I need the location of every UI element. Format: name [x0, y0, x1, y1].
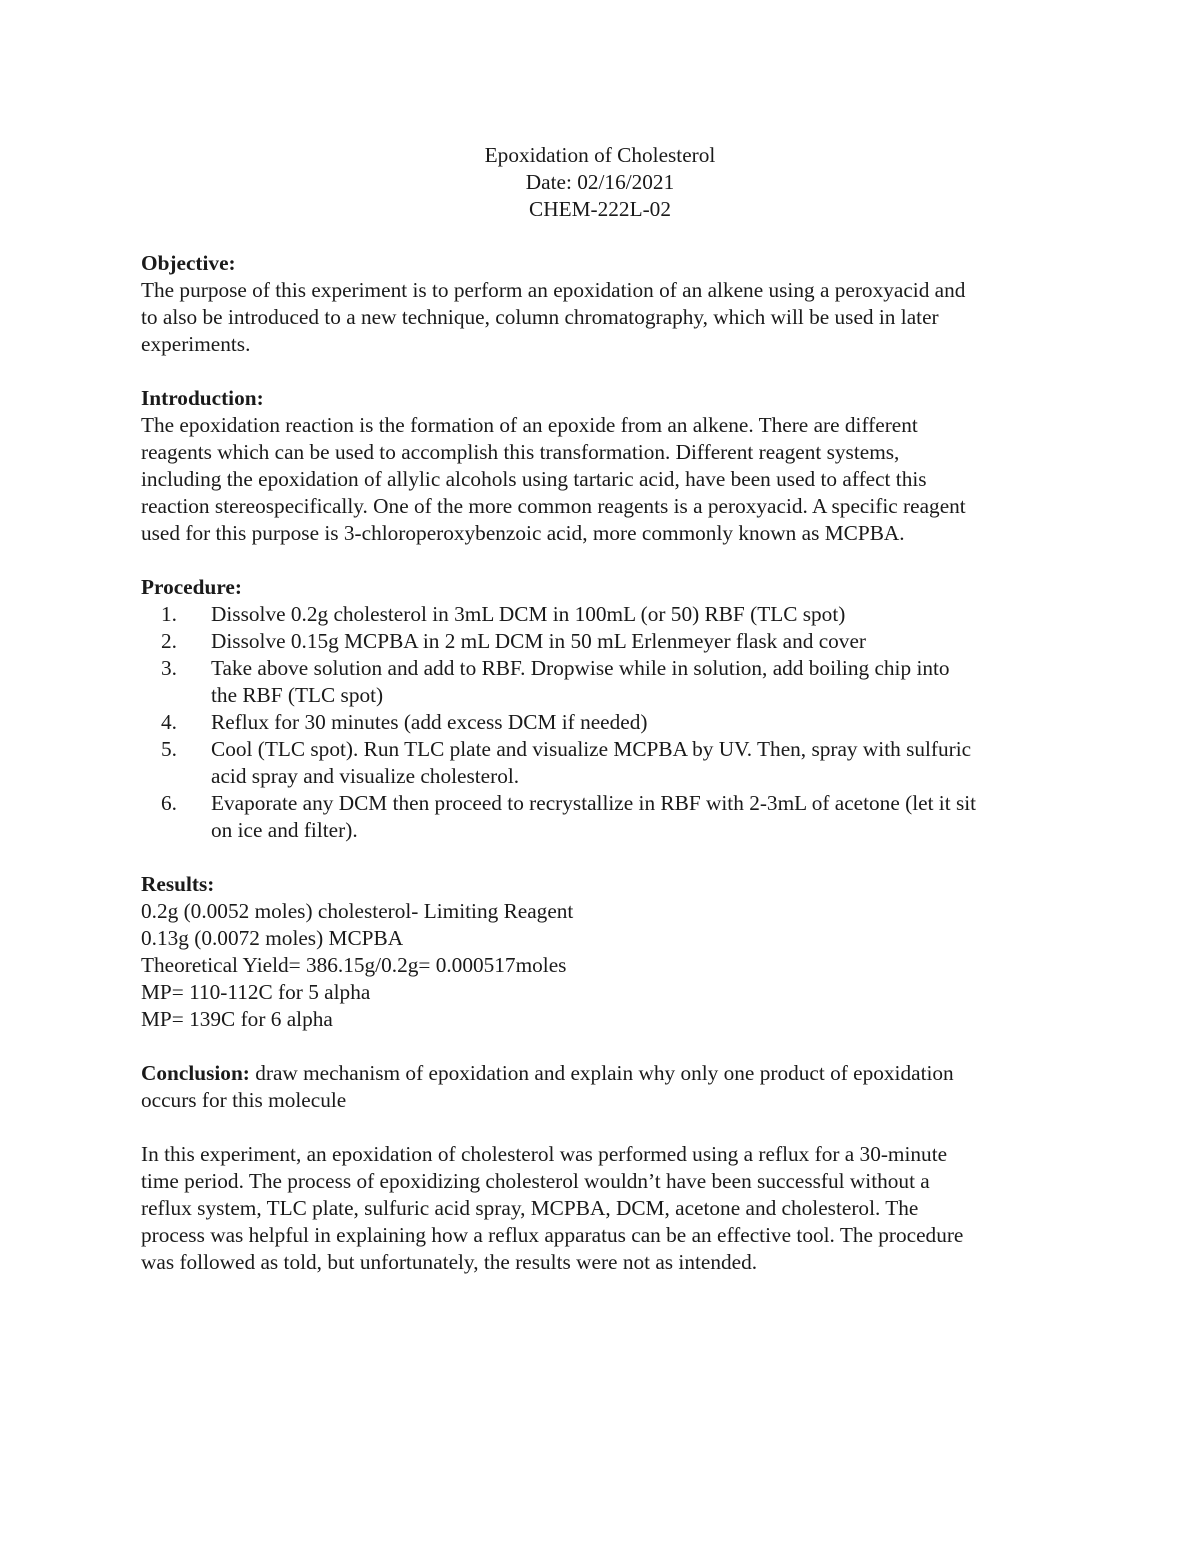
objective-line: to also be introduced to a new technique, column chromatography, which will be used in later: [141, 305, 939, 329]
step-text: Cool (TLC spot). Run TLC plate and visualize MCPBA by UV. Then, spray with sulfuric: [211, 737, 972, 761]
conclusion-prompt: [141, 1060, 1061, 1114]
document-date: Date: 02/16/2021: [525, 170, 675, 194]
course-code: CHEM-222L-02: [529, 197, 671, 221]
procedure-step: [141, 655, 1061, 709]
results-line: Theoretical Yield= 386.15g/0.2g= 0.000517moles: [141, 953, 567, 977]
step-number: 3.: [161, 656, 177, 680]
results-line: MP= 139C for 6 alpha: [141, 1007, 333, 1031]
procedure-step: [141, 736, 1061, 790]
step-text: Dissolve 0.15g MCPBA in 2 mL DCM in 50 mL Erlenmeyer flask and cover: [211, 629, 867, 653]
results-line: 0.13g (0.0072 moles) MCPBA: [141, 926, 404, 950]
introduction-line: reagents which can be used to accomplish this transformation. Different reagent systems,: [141, 440, 900, 464]
step-number: 1.: [161, 602, 177, 626]
conclusion-paragraph: [141, 1141, 1061, 1276]
step-number: 4.: [161, 710, 177, 734]
introduction-heading: Introduction:: [141, 386, 264, 410]
introduction-paragraph: [141, 412, 1061, 547]
procedure-step: [141, 709, 1061, 736]
introduction-line: used for this purpose is 3-chloroperoxybenzoic acid, more commonly known as MCPBA.: [141, 521, 905, 545]
procedure-list: [141, 601, 1061, 844]
objective-line: The purpose of this experiment is to perform an epoxidation of an alkene using a peroxyacid and: [141, 278, 966, 302]
step-number: 5.: [161, 737, 177, 761]
step-text: Dissolve 0.2g cholesterol in 3mL DCM in 100mL (or 50) RBF (TLC spot): [211, 602, 846, 626]
conclusion-line: time period. The process of epoxidizing cholesterol wouldn’t have been successful without a: [141, 1169, 930, 1193]
step-text: Take above solution and add to RBF. Dropwise while in solution, add boiling chip into: [211, 656, 950, 680]
conclusion-line: reflux system, TLC plate, sulfuric acid spray, MCPBA, DCM, acetone and cholesterol. The: [141, 1196, 919, 1220]
objective-line: experiments.: [141, 332, 251, 356]
results-line: 0.2g (0.0052 moles) cholesterol- Limiting Reagent: [141, 899, 574, 923]
results-line: MP= 110-112C for 5 alpha: [141, 980, 371, 1004]
conclusion-line: was followed as told, but unfortunately, the results were not as intended.: [141, 1250, 758, 1274]
step-text: on ice and filter).: [211, 818, 358, 842]
step-text: acid spray and visualize cholesterol.: [211, 764, 520, 788]
procedure-step: [141, 790, 1061, 844]
document-header: [141, 142, 1059, 223]
procedure-step: [141, 601, 1061, 628]
introduction-line: The epoxidation reaction is the formation of an epoxide from an alkene. There are different: [141, 413, 918, 437]
conclusion-prompt-text: occurs for this molecule: [141, 1088, 347, 1112]
step-text: Reflux for 30 minutes (add excess DCM if needed): [211, 710, 648, 734]
conclusion-prompt-text: draw mechanism of epoxidation and explain why only one product of epoxidation: [255, 1061, 954, 1085]
procedure-heading: Procedure:: [141, 575, 242, 599]
introduction-line: reaction stereospecifically. One of the more common reagents is a peroxyacid. A specific reagent: [141, 494, 966, 518]
procedure-step: [141, 628, 1061, 655]
results-heading: Results:: [141, 872, 215, 896]
step-text: the RBF (TLC spot): [211, 683, 384, 707]
objective-heading: Objective:: [141, 251, 236, 275]
introduction-line: including the epoxidation of allylic alcohols using tartaric acid, have been used to affect this: [141, 467, 927, 491]
conclusion-heading: Conclusion:: [141, 1061, 250, 1085]
document-content: [141, 142, 1061, 1276]
objective-paragraph: [141, 277, 1061, 358]
conclusion-line: In this experiment, an epoxidation of cholesterol was performed using a reflux for a 30-minute: [141, 1142, 948, 1166]
conclusion-line: process was helpful in explaining how a reflux apparatus can be an effective tool. The procedure: [141, 1223, 964, 1247]
step-text: Evaporate any DCM then proceed to recrystallize in RBF with 2-3mL of acetone (let it sit: [211, 791, 977, 815]
step-number: 2.: [161, 629, 177, 653]
document-title: Epoxidation of Cholesterol: [484, 143, 716, 167]
step-number: 6.: [161, 791, 177, 815]
